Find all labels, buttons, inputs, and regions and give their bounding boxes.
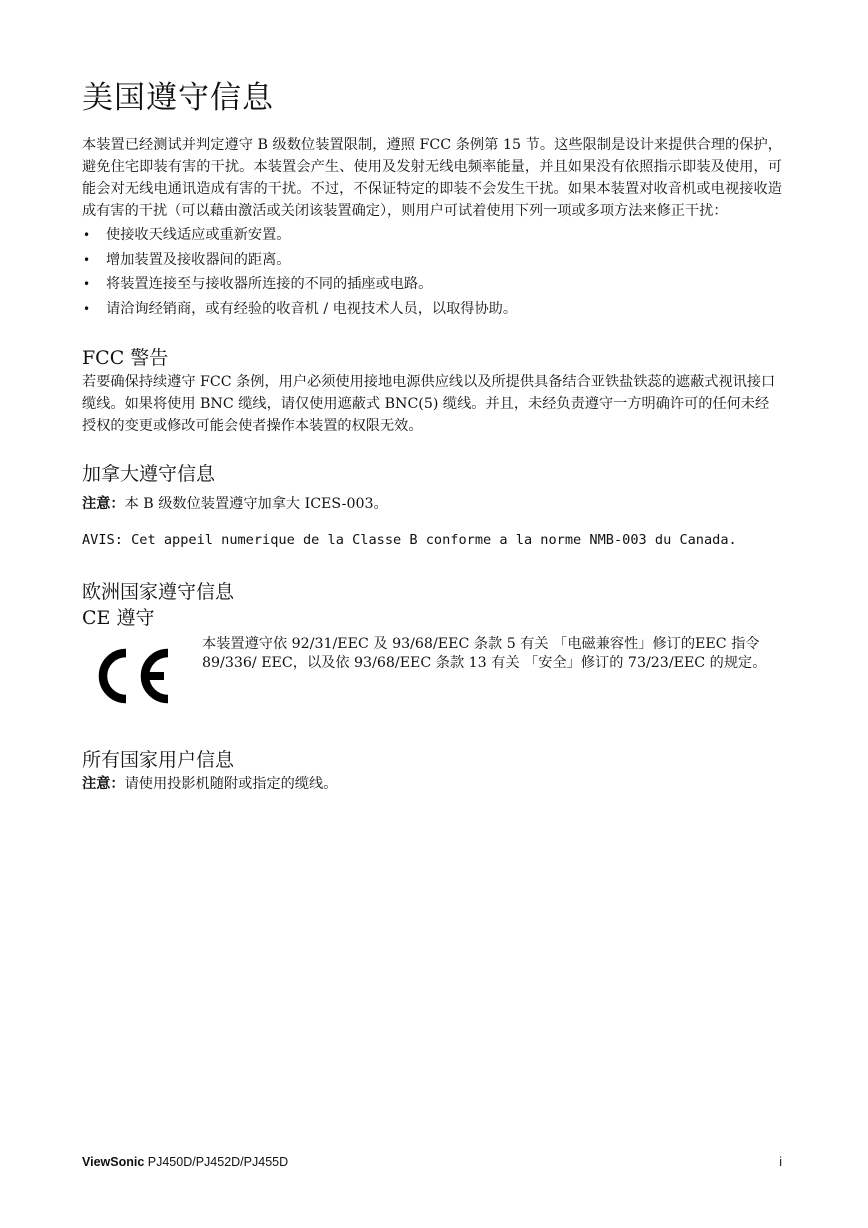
- bullet-icon: •: [83, 252, 91, 267]
- footer-brand: ViewSonic: [82, 1155, 145, 1169]
- fcc-warning-section: [82, 345, 782, 437]
- us-compliance-section: [82, 78, 782, 321]
- list-item-text: 请洽询经销商，或有经验的收音机 / 电视技术人员，以取得协助。: [106, 300, 518, 317]
- list-item: [82, 248, 782, 273]
- fcc-warning-body: 若要确保持续遵守 FCC 条例，用户必须使用接地电源供应线以及所提供具备结合亚铁盐铁蕊的遮蔽式视讯接口缆线。如果将使用 BNC 缆线，请仅使用遮蔽式 BNC(5) 缆线。并且，未经负责遵守一方明确许可的任何未经授权的变更或修改可能会使者操作本装置的权限无效。: [82, 374, 776, 434]
- bullet-icon: •: [83, 228, 91, 242]
- eu-compliance-title: 欧洲国家遵守信息: [82, 581, 235, 603]
- avis-text: Cet appeil numerique de la Classe B conforme a la norme NMB-003 du Canada.: [122, 532, 737, 548]
- list-item-text: 将装置连接至与接收器所连接的不同的插座或电路。: [106, 276, 433, 292]
- all-countries-section: [82, 747, 782, 795]
- note-text: 请使用投影机随附或指定的缆线。: [124, 776, 338, 792]
- footer-model-number: PJ450D/PJ452D/PJ455D: [144, 1155, 289, 1169]
- canada-note: [82, 493, 782, 515]
- list-item: [82, 272, 782, 297]
- ce-mark-icon: [92, 645, 174, 707]
- ce-compliance-title: CE 遵守: [82, 607, 155, 629]
- interference-remedies-list: [82, 223, 782, 321]
- note-label: 注意：: [82, 496, 125, 512]
- us-compliance-title: 美国遵守信息: [82, 80, 274, 116]
- list-item: [82, 223, 782, 248]
- eu-compliance-section: [82, 579, 782, 707]
- footer-model: [82, 1155, 288, 1169]
- all-countries-note: [82, 773, 782, 795]
- us-compliance-body: 本装置已经测试并判定遵守 B 级数位装置限制，遵照 FCC 条例第 15 节。这些限制是设计来提供合理的保护，避免住宅即装有害的干扰。本装置会产生、使用及发射无线电频率能量，并且如果没有依照指示即装及使用，可能会对无线电通讯造成有害的干扰。不过，不保证特定的即装不会发生干扰。如果本装置对收音机或电视接收造成有害的干扰（可以藉由激活或关闭该装置确定），则用户可试着使用下列一项或多项方法来修正干扰：: [82, 137, 782, 219]
- document-page: [82, 78, 782, 795]
- list-item-text: 增加装置及接收器间的距离。: [106, 251, 291, 268]
- note-label: 注意：: [82, 776, 125, 792]
- page-number: i: [779, 1155, 782, 1169]
- canada-avis: [82, 529, 782, 551]
- fcc-warning-title: FCC 警告: [82, 347, 169, 369]
- ce-compliance-text: 本装置遵守依 92/31/EEC 及 93/68/EEC 条款 5 有关 「电磁兼容性」修订的EEC 指令 89/336/ EEC，以及依 93/68/EEC 条款 13 有关 「安全」修订的 73/23/EEC 的规定。: [202, 636, 767, 671]
- canada-compliance-section: [82, 461, 782, 551]
- page-footer: [82, 1155, 782, 1169]
- list-item-text: 使接收天线适应或重新安置。: [106, 227, 291, 243]
- list-item: [82, 297, 782, 322]
- ce-row: [82, 635, 782, 707]
- bullet-icon: •: [83, 277, 91, 291]
- note-text: 本 B 级数位装置遵守加拿大 ICES-003。: [124, 496, 388, 512]
- avis-label: AVIS:: [82, 532, 123, 548]
- canada-compliance-title: 加拿大遵守信息: [82, 463, 216, 485]
- bullet-icon: •: [83, 301, 91, 316]
- all-countries-title: 所有国家用户信息: [82, 749, 235, 771]
